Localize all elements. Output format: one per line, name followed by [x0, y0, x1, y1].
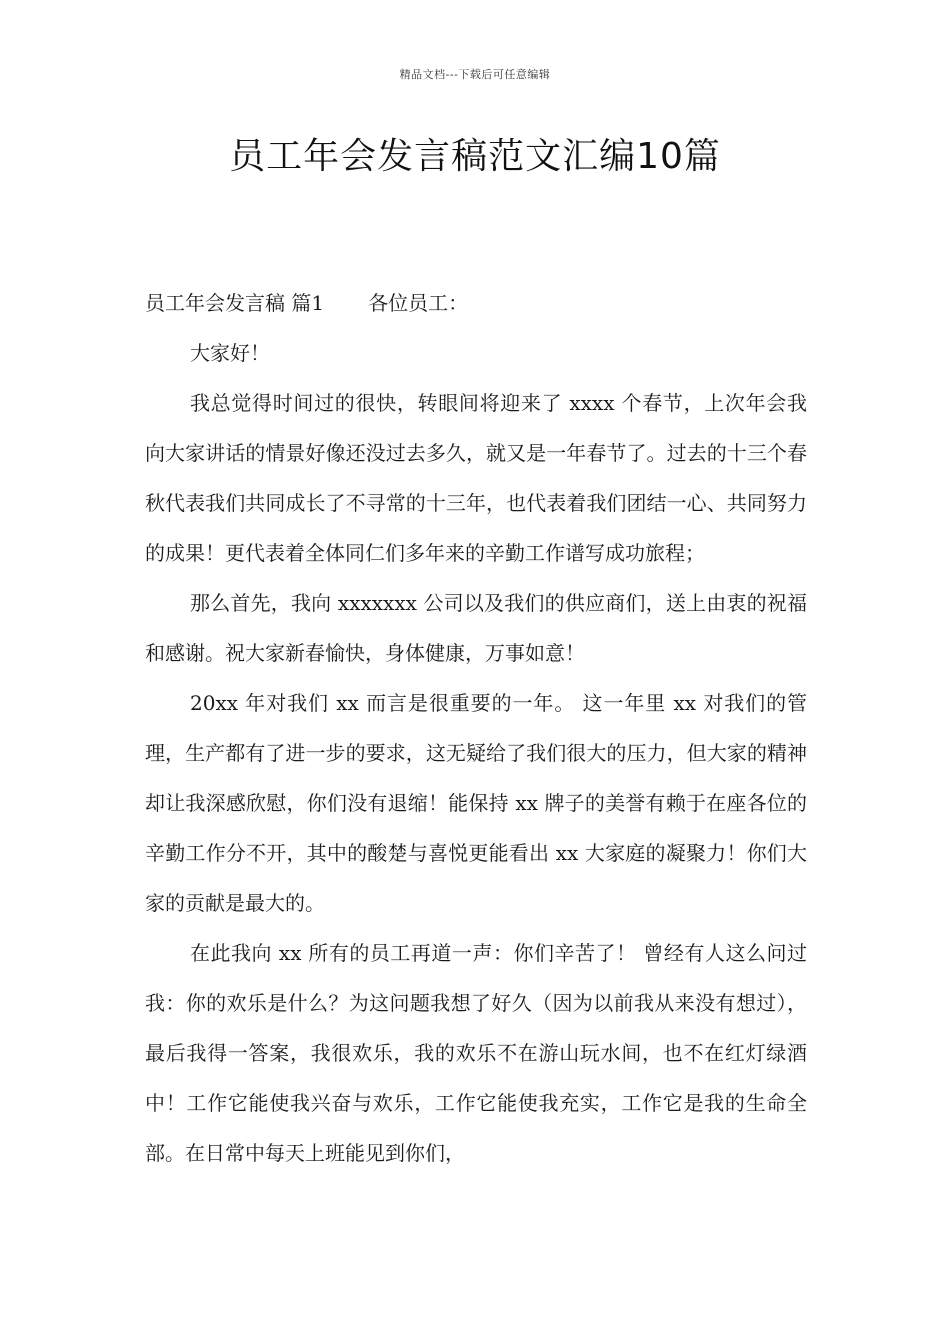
paragraph-2: 那么首先，我向 xxxxxxx 公司以及我们的供应商们，送上由衷的祝福和感谢。祝大家新春愉快，身体健康，万事如意！	[145, 591, 807, 665]
paragraph-4: 在此我向 xx 所有的员工再道一声：你们辛苦了！ 曾经有人这么问过我：你的欢乐是什么？为这问题我想了好久（因为以前我从来没有想过），最后我得一答案，我很欢乐，我的欢乐不在游山玩水间，也不在红灯绿酒中！工作它能使我兴奋与欢乐，工作它能使我充实，工作它是我的生命全部。在日常中每天上班能见到你们，	[145, 941, 807, 1165]
header-note: 精品文档---下载后可任意编辑	[399, 68, 551, 81]
section-heading	[145, 278, 807, 328]
salutation: 各位员工：	[368, 291, 469, 315]
document-title: 员工年会发言稿范文汇编10篇	[229, 136, 721, 177]
section-label: 员工年会发言稿 篇1	[145, 291, 325, 315]
paragraph-greeting: 大家好！	[190, 341, 270, 365]
paragraph-1: 我总觉得时间过的很快，转眼间将迎来了 xxxx 个春节，上次年会我向大家讲话的情景好像还没过去多久，就又是一年春节了。过去的十三个春秋代表我们共同成长了不寻常的十三年，也代表着我们团结一心、共同努力的成果！更代表着全体同仁们多年来的辛勤工作谱写成功旅程；	[145, 391, 807, 565]
paragraph-3: 20xx 年对我们 xx 而言是很重要的一年。 这一年里 xx 对我们的管理，生产都有了进一步的要求，这无疑给了我们很大的压力，但大家的精神却让我深感欣慰，你们没有退缩！能保持 xx 牌子的美誉有赖于在座各位的辛勤工作分不开，其中的酸楚与喜悦更能看出 xx 大家庭的凝聚力！你们大家的贡献是最大的。	[145, 691, 807, 915]
document-body	[145, 278, 807, 1178]
